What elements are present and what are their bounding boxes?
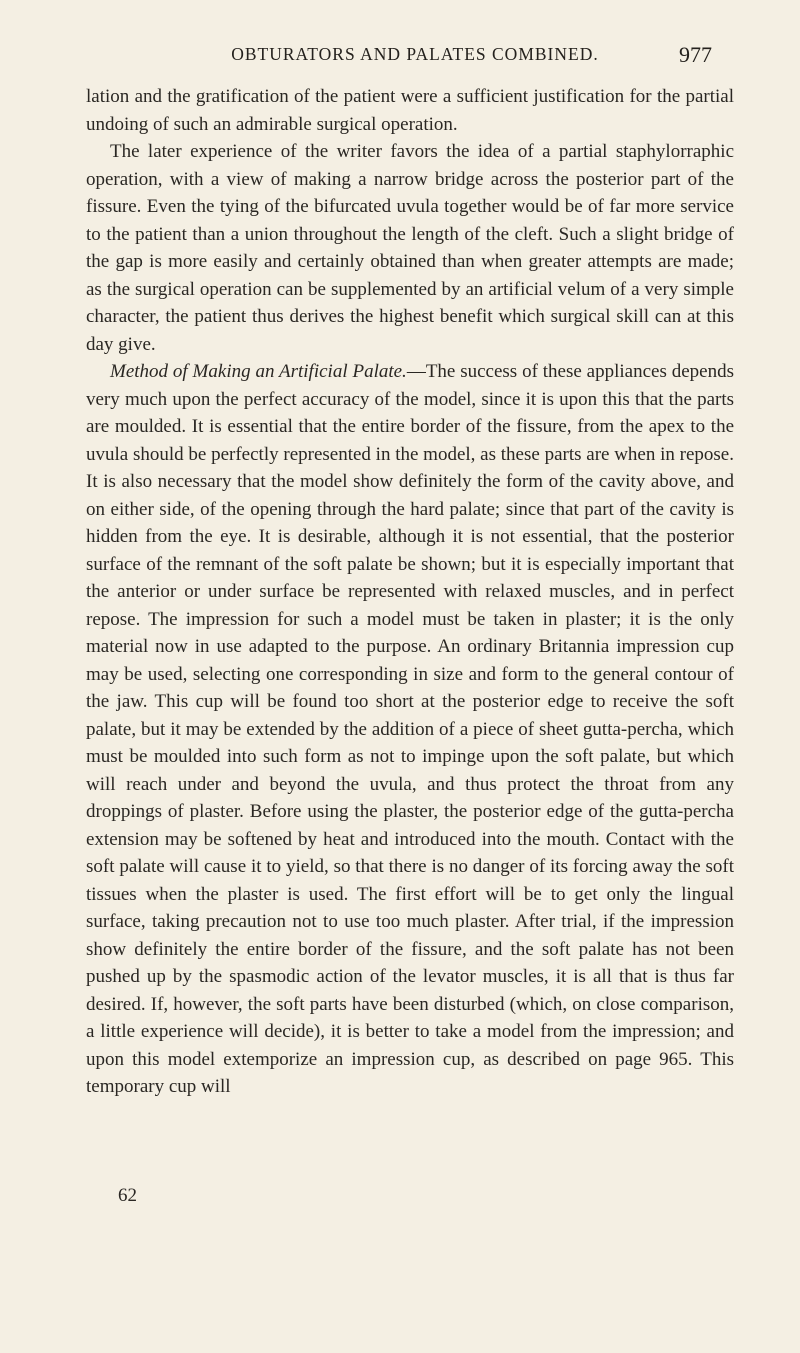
body-text [86, 83, 734, 1101]
paragraph-staphylorraphic: The later experience of the writer favors the idea of a partial staphylorraphic operation, with a view of making a narrow bridge across the posterior part of the fissure. Even the tying of the bifurcated uvula together would be of far more service to the patient than a union throughout the length of the cleft. Such a slight bridge of the gap is more easily and certainly obtained than when greater attempts are made; as the surgical operation can be supplemented by an artificial velum of a very simple character, the patient thus derives the highest benefit which surgical skill can at this day give. [86, 141, 734, 355]
page-number: 977 [679, 42, 712, 67]
paragraph-method [86, 358, 734, 1101]
running-title: OBTURATORS AND PALATES COMBINED. [231, 44, 599, 64]
running-head [118, 44, 712, 70]
paragraph-continuation: lation and the gratification of the patient were a sufficient justification for the partial undoing of such an admirable surgical operation. [86, 86, 734, 135]
section-heading: Method of Making an Artificial Palate. [110, 361, 407, 382]
section-text: —The success of these appliances depends very much upon the perfect accuracy of the model, since it is upon this that the parts are moulded. It is essential that the entire border of the fissure, from the apex to the uvula should be perfectly represented in the model, as these parts are when in repose. It is also necessary that the model show definitely the form of the cavity above, and on either side, of the opening through the hard palate; since that part of the cavity is hidden from the eye. It is desirable, although it is not essential, that the posterior surface of the remnant of the soft palate be shown; but it is especially important that the anterior or under surface be represented with relaxed muscles, and in perfect repose. The impression for such a model must be taken in plaster; it is the only material now in use adapted to the purpose. An ordinary Britannia impression cup may be used, selecting one corresponding in size and form to the general contour of the jaw. This cup will be found too short at the posterior edge to receive the soft palate, but it may be extended by the addition of a piece of sheet gutta-percha, which must be moulded into such form as not to impinge upon the soft palate, but which will reach under and beyond the uvula, and thus protect the throat from any droppings of plaster. Before using the plaster, the posterior edge of the gutta-percha extension may be softened by heat and introduced into the mouth. Contact with the soft palate will cause it to yield, so that there is no danger of its forcing away the soft tissues when the plaster is used. The first effort will be to get only the lingual surface, taking precaution not to use too much plaster. After trial, if the impression show definitely the entire border of the fissure, and the soft palate has not been pushed up by the spasmodic action of the levator muscles, it is all that is thus far desired. If, however, the soft parts have been disturbed (which, on close comparison, a little experience will decide), it is better to take a model from the impression; and upon this model extemporize an impression cup, as described on page 965. This temporary cup will [86, 361, 734, 1097]
signature-mark: 62 [118, 1185, 137, 1206]
